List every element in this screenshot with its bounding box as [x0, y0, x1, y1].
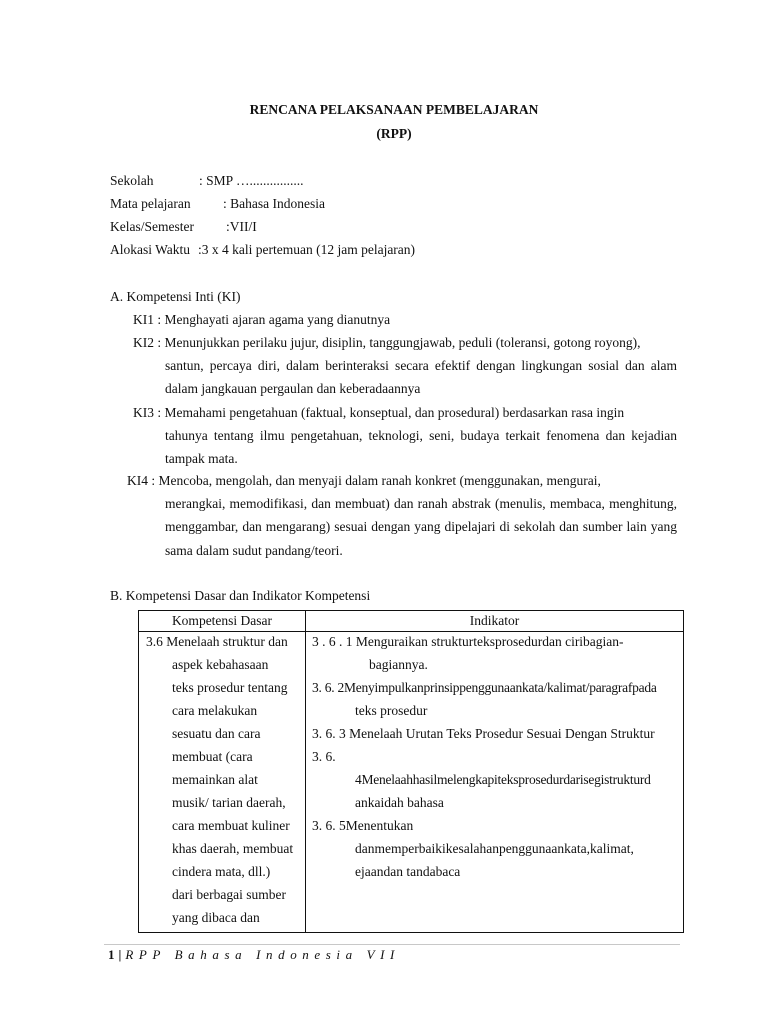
indicator-line: teks prosedur: [355, 703, 428, 718]
document-subtitle: (RPP): [376, 126, 412, 141]
kd-line: cara melakukan: [172, 703, 258, 718]
ki4-first-line: KI4 : Mencoba, mengolah, dan menyaji dalam ranah konkret (menggunakan, mengurai,: [127, 473, 601, 488]
identity-value-class: :VII/I: [226, 219, 257, 234]
indicator-line: 3. 6. 5Menentukan: [312, 818, 414, 833]
identity-label-subject: Mata pelajaran: [110, 196, 191, 211]
ki1-text: KI1 : Menghayati ajaran agama yang dianutnya: [133, 312, 391, 327]
kd-line: membuat (cara: [172, 749, 253, 764]
section-a-heading: A. Kompetensi Inti (KI): [110, 289, 241, 304]
footer-title: RPP Bahasa Indonesia VII: [125, 947, 400, 962]
identity-label-school: Sekolah: [110, 173, 154, 188]
identity-value-school: : SMP …................: [199, 173, 304, 188]
indicator-line: 3. 6.: [312, 749, 336, 764]
ki2-first-line: KI2 : Menunjukkan perilaku jujur, disiplin, tanggungjawab, peduli (toleransi, gotong royong),: [133, 335, 641, 350]
kd-line: cara membuat kuliner: [172, 818, 290, 833]
kd-line: 3.6 Menelaah struktur dan: [146, 634, 288, 649]
page-number: 1: [108, 947, 115, 962]
kd-line: cindera mata, dll.): [172, 864, 271, 879]
section-b-heading: B. Kompetensi Dasar dan Indikator Kompetensi: [110, 588, 371, 603]
ki2-continuation: santun, percaya diri, dalam berinteraksi secara efektif dengan lingkungan sosial dan alam dalam jangkauan pergaulan dan keberadaannya: [165, 358, 677, 397]
indicator-line: bagiannya.: [369, 657, 428, 672]
competency-table: [138, 610, 684, 933]
footer-divider: [104, 944, 680, 945]
kd-line: aspek kebahasaan: [172, 657, 269, 672]
ki3-first-line: KI3 : Memahami pengetahuan (faktual, konseptual, dan prosedural) berdasarkan rasa ingin: [133, 405, 625, 420]
ki4-continuation: merangkai, memodifikasi, dan membuat) dan ranah abstrak (menulis, membaca, menghitung, menggambar, dan mengarang) sesuai dengan yang dipelajari di sekolah dan sumber lain yang sama dalam sudut pandang/teori.: [165, 496, 677, 558]
kd-line: musik/ tarian daerah,: [172, 795, 286, 810]
kd-line: khas daerah, membuat: [172, 841, 294, 856]
kd-cell: [139, 632, 306, 933]
col-header-indicator: Indikator: [306, 611, 684, 632]
indicator-line: 4Menelaahhasilmelengkapiteksprosedurdarisegistrukturd: [355, 772, 651, 787]
indicator-line: danmemperbaikikesalahanpenggunaankata,kalimat,: [355, 841, 634, 856]
kd-line: memainkan alat: [172, 772, 258, 787]
indicator-cell: [306, 632, 684, 933]
page-footer: [108, 946, 400, 964]
kd-line: dari berbagai sumber: [172, 887, 286, 902]
document-title: RENCANA PELAKSANAAN PEMBELAJARAN: [249, 102, 539, 117]
identity-value-subject: : Bahasa Indonesia: [223, 196, 325, 211]
indicator-line: 3. 6. 3 Menelaah Urutan Teks Prosedur Sesuai Dengan Struktur: [312, 726, 655, 741]
kd-line: yang dibaca dan: [172, 910, 260, 925]
indicator-line: ankaidah bahasa: [355, 795, 444, 810]
indicator-line: 3 . 6 . 1 Menguraikan strukturteksprosedurdan ciribagian-: [312, 634, 624, 649]
indicator-line: 3. 6. 2Menyimpulkanprinsippenggunaankata/kalimat/paragrafpada: [312, 680, 657, 695]
indicator-line: ejaandan tandabaca: [355, 864, 461, 879]
ki3-continuation: tahunya tentang ilmu pengetahuan, teknologi, seni, budaya terkait fenomena dan kejadian tampak mata.: [165, 428, 677, 467]
kd-line: sesuatu dan cara: [172, 726, 261, 741]
identity-label-class: Kelas/Semester: [110, 219, 194, 234]
identity-label-time: Alokasi Waktu: [110, 242, 191, 257]
footer-separator: |: [118, 947, 122, 962]
identity-value-time: :3 x 4 kali pertemuan (12 jam pelajaran): [198, 242, 416, 257]
col-header-kd: Kompetensi Dasar: [139, 611, 306, 632]
kd-line: teks prosedur tentang: [172, 680, 288, 695]
